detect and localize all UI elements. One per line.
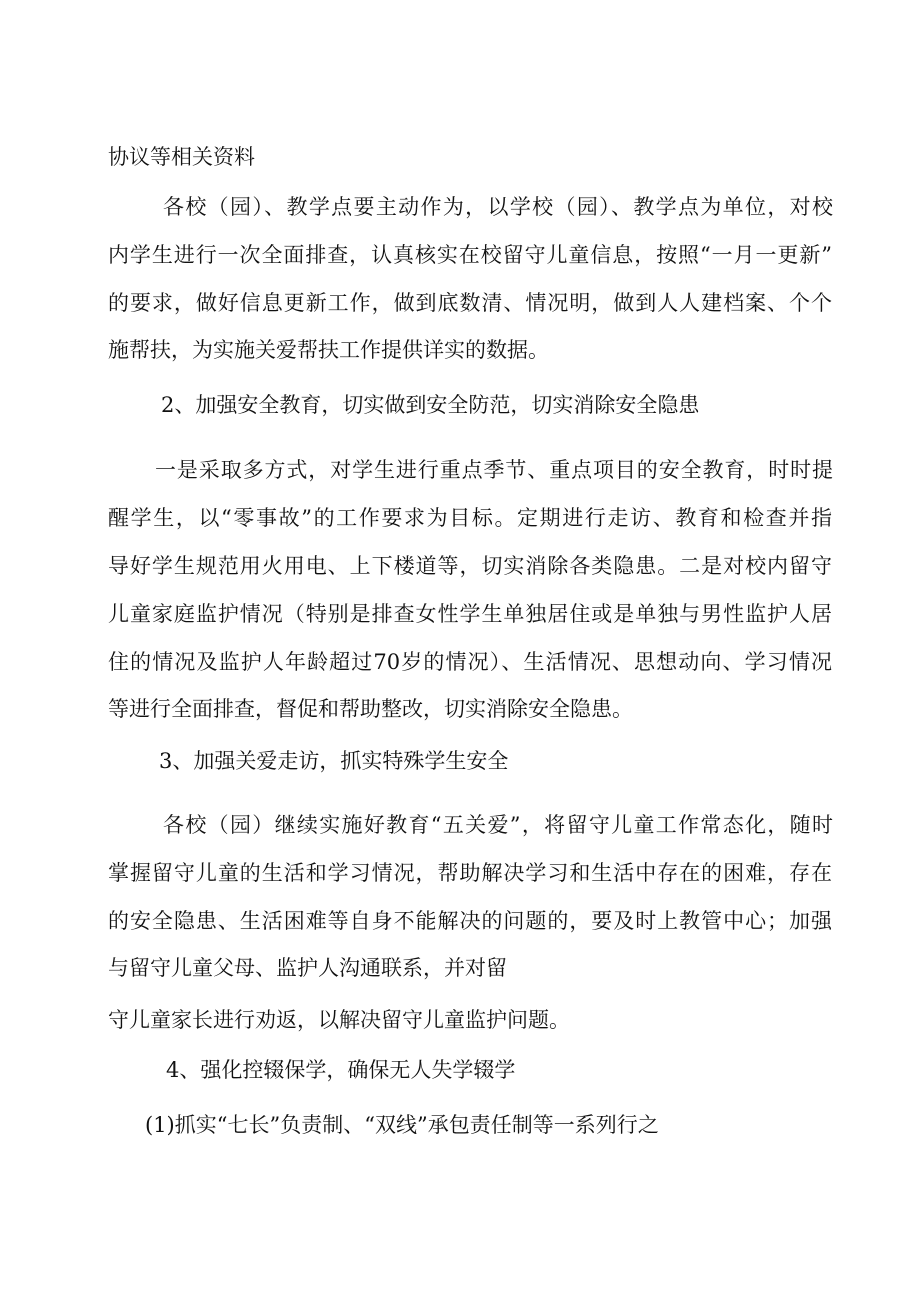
paragraph-line: 等进行全面排查，督促和帮助整改，切实消除安全隐患。 <box>108 697 633 721</box>
paragraph-line: 守儿童家长进行劝返，以解决留守儿童监护问题。 <box>108 1008 570 1032</box>
paragraph-line: 住的情况及监护人年龄超过70岁的情况）、生活情况、思想动向、学习情况 <box>108 650 832 674</box>
paragraph-line: 一是采取多方式，对学生进行重点季节、重点项目的安全教育，时时提 <box>155 458 833 482</box>
paragraph-line: 与留守儿童父母、监护人沟通联系，并对留 <box>108 956 507 980</box>
paragraph-line: 的安全隐患、生活困难等自身不能解决的问题的，要及时上教管中心；加强 <box>108 909 832 933</box>
paragraph-line: 内学生进行一次全面排查，认真核实在校留守儿童信息，按照“一月一更新” <box>108 243 832 267</box>
paragraph-line: 各校（园）继续实施好教育“五关爱”，将留守儿童工作常态化，随时 <box>163 813 833 837</box>
paragraph-line: 各校（园）、教学点要主动作为，以学校（园）、教学点为单位，对校 <box>163 195 833 219</box>
section-heading: 2、加强安全教育，切实做到安全防范，切实消除安全隐患 <box>161 393 700 417</box>
paragraph-line: (1)抓实“七长”负责制、“双线”承包责任制等一系列行之 <box>145 1113 659 1137</box>
section-heading: 4、强化控辍保学，确保无人失学辍学 <box>166 1058 516 1082</box>
paragraph-line: 的要求，做好信息更新工作，做到底数清、情况明，做到人人建档案、个个 <box>108 291 832 315</box>
paragraph-line: 施帮扶，为实施关爱帮扶工作提供详实的数据。 <box>108 338 549 362</box>
paragraph-line: 掌握留守儿童的生活和学习情况，帮助解决学习和生活中存在的困难，存在 <box>108 861 832 885</box>
paragraph-line: 协议等相关资料 <box>108 145 255 169</box>
paragraph-line: 儿童家庭监护情况（特别是排查女性学生单独居住或是单独与男性监护人居 <box>108 602 832 626</box>
section-heading: 3、加强关爱走访，抓实特殊学生安全 <box>159 749 509 773</box>
paragraph-line: 导好学生规范用火用电、上下楼道等，切实消除各类隐患。二是对校内留守 <box>108 554 832 578</box>
paragraph-line: 醒学生，以“零事故”的工作要求为目标。定期进行走访、教育和检查并指 <box>108 506 832 530</box>
